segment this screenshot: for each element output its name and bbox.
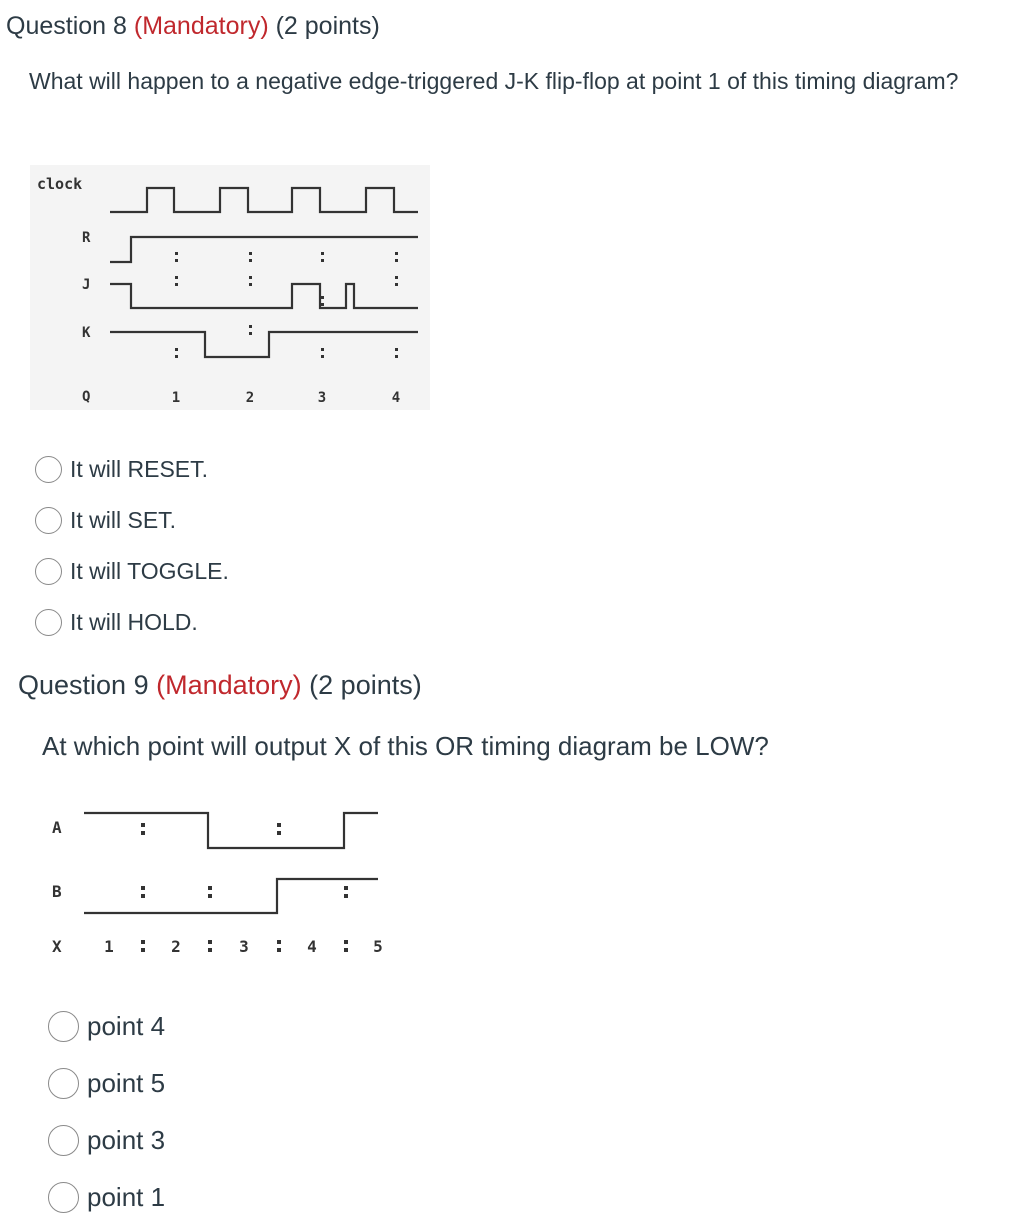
answer-label: point 5 (87, 1067, 166, 1098)
signal-label-b: B (52, 882, 62, 901)
answer-option[interactable] (35, 602, 198, 642)
answer-label: It will TOGGLE. (70, 557, 229, 584)
radio-button[interactable] (48, 1125, 79, 1156)
point-label-1: 1 (104, 937, 114, 956)
points-label: (2 points) (275, 12, 380, 40)
signal-label-r: R (82, 230, 91, 246)
b-waveform (84, 879, 378, 913)
answer-label: It will HOLD. (70, 608, 198, 635)
mandatory-label: (Mandatory) (133, 12, 269, 40)
point-label-3: 3 (317, 390, 327, 406)
answer-option[interactable] (48, 1177, 165, 1217)
point-label-5: 5 (373, 937, 383, 956)
signal-label-x: X (52, 937, 62, 956)
question-8-prompt: What will happen to a negative edge-triggered J-K flip-flop at point 1 of this timing diagram? (29, 68, 959, 94)
point-markers (141, 823, 348, 952)
answer-option[interactable] (35, 500, 176, 540)
answer-option[interactable] (35, 551, 229, 591)
answer-option[interactable] (48, 1006, 165, 1046)
radio-button[interactable] (35, 456, 62, 483)
point-label-4: 4 (307, 937, 317, 956)
answer-label: It will SET. (70, 506, 177, 533)
points-label: (2 points) (309, 670, 422, 700)
point-label-2: 2 (245, 390, 255, 406)
radio-button[interactable] (48, 1182, 79, 1213)
question-9-prompt: At which point will output X of this OR timing diagram be LOW? (42, 731, 769, 761)
answer-label: It will RESET. (70, 455, 209, 482)
radio-button[interactable] (35, 609, 62, 636)
question-8-title (6, 12, 380, 41)
radio-button[interactable] (48, 1011, 79, 1042)
a-waveform (84, 813, 378, 848)
answer-label: point 3 (87, 1124, 166, 1155)
signal-label-j: J (82, 277, 91, 293)
mandatory-label: (Mandatory) (156, 670, 302, 700)
signal-label-a: A (52, 818, 62, 837)
signal-label-q: Q (82, 389, 91, 405)
radio-button[interactable] (48, 1068, 79, 1099)
point-label-3: 3 (239, 937, 249, 956)
point-label-2: 2 (171, 937, 181, 956)
point-label-4: 4 (391, 390, 401, 406)
answer-label: point 1 (87, 1181, 166, 1212)
jk-timing-diagram-svg (30, 165, 430, 415)
answer-option[interactable] (48, 1120, 165, 1160)
answer-label: point 4 (87, 1010, 166, 1041)
answer-option[interactable] (48, 1063, 165, 1103)
answer-option[interactable] (35, 449, 208, 489)
or-timing-diagram (40, 800, 400, 965)
radio-button[interactable] (35, 507, 62, 534)
radio-button[interactable] (35, 558, 62, 585)
question-number: Question 8 (6, 12, 127, 40)
or-timing-diagram-svg (40, 800, 400, 965)
signal-label-k: K (82, 325, 91, 341)
question-9-title (18, 670, 422, 701)
jk-timing-diagram (30, 165, 430, 415)
signal-label-clock: clock (37, 175, 83, 193)
point-label-1: 1 (171, 390, 181, 406)
question-number: Question 9 (18, 670, 149, 700)
